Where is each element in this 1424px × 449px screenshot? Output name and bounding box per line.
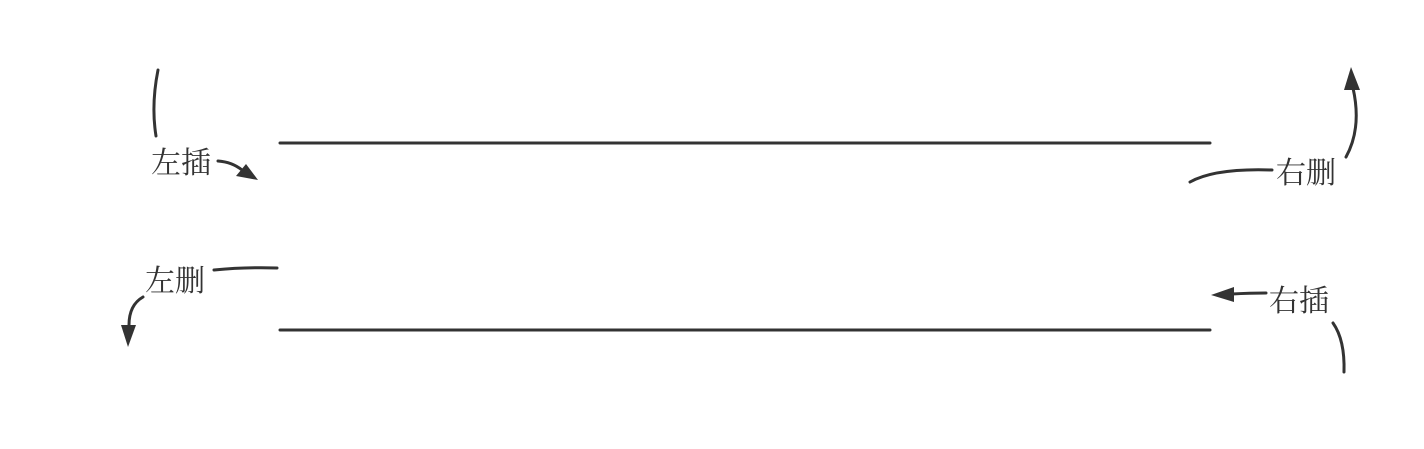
left-delete-label: 左删 (145, 264, 205, 299)
right-insert-label: 右插 (1269, 284, 1329, 319)
right-delete-label: 右删 (1276, 156, 1336, 191)
left-insert-label: 左插 (151, 146, 211, 181)
